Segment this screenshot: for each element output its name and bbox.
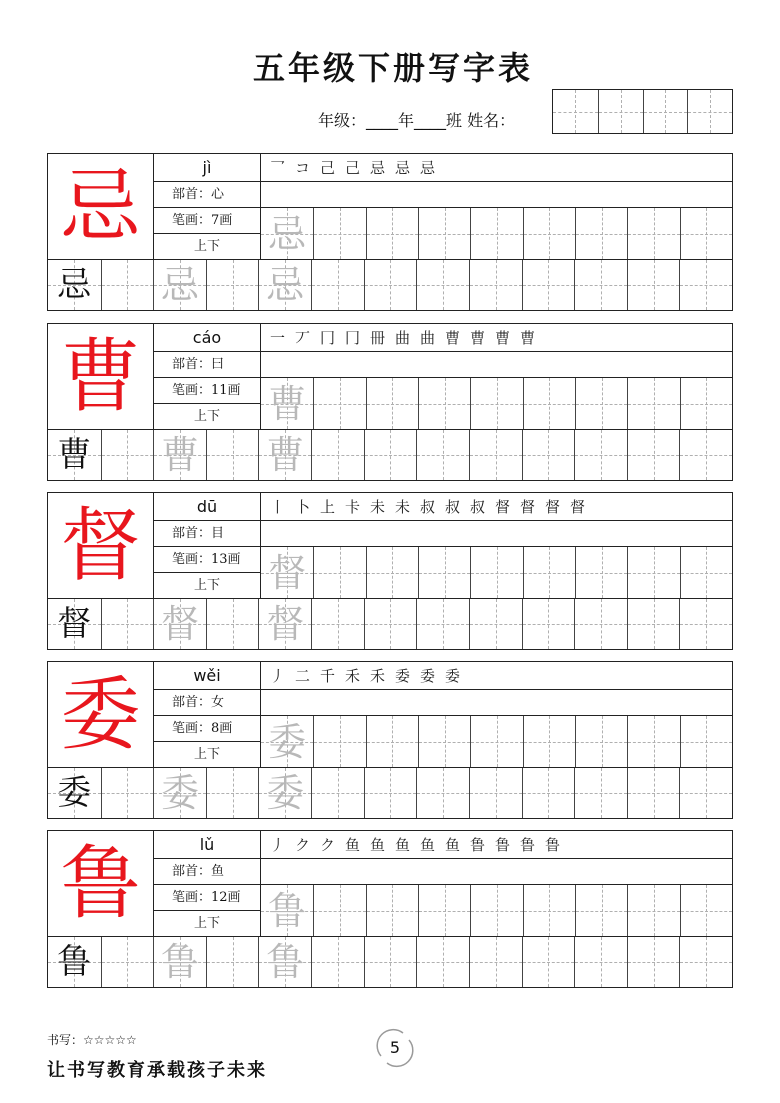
name-boxes — [552, 89, 733, 134]
trace-character: 委 — [161, 771, 200, 815]
practice-cell — [469, 599, 522, 649]
practice-cell — [575, 716, 627, 767]
stroke-step: 卡 — [344, 497, 360, 516]
practice-cell — [627, 599, 680, 649]
practice-cell — [364, 768, 417, 818]
stroke-step: ク — [294, 835, 310, 854]
practice-cell — [366, 547, 418, 598]
practice-cell — [206, 430, 259, 480]
character-block — [47, 830, 733, 988]
structure: 上下 — [193, 747, 220, 762]
practice-area — [261, 831, 732, 936]
slogan: 让书写教育承载孩子未来 — [47, 1060, 267, 1081]
class-name-line: 年级：____年____班 姓名： — [318, 111, 516, 130]
practice-row-bottom — [48, 936, 732, 987]
practice-cell — [311, 260, 364, 310]
radical-label: 部首： — [172, 187, 212, 202]
stroke-step: 督 — [569, 497, 585, 516]
practice-area — [261, 493, 732, 598]
stroke-step: 曲 — [394, 328, 410, 347]
practice-cell — [469, 430, 522, 480]
practice-row-top — [261, 208, 732, 259]
blank-row — [261, 182, 732, 208]
practice-cell — [470, 885, 522, 936]
practice-cell — [469, 768, 522, 818]
practice-cell — [679, 599, 732, 649]
practice-cell — [523, 716, 575, 767]
stroke-count-label: 笔画： — [172, 890, 212, 905]
structure: 上下 — [193, 409, 220, 424]
trace-character: 曹 — [161, 433, 200, 477]
practice-cell — [418, 716, 470, 767]
practice-cell — [418, 378, 470, 429]
trace-character: 委 — [266, 771, 305, 815]
practice-row-bottom — [48, 259, 732, 310]
stroke-count: 11画 — [211, 383, 241, 398]
practice-cell — [574, 430, 627, 480]
stroke-order — [261, 154, 732, 182]
practice-cell — [575, 547, 627, 598]
practice-cell — [470, 378, 522, 429]
practice-row-top — [261, 547, 732, 598]
practice-cell — [101, 768, 154, 818]
pinyin: jì — [154, 154, 260, 182]
stroke-step: 叔 — [444, 497, 460, 516]
practice-cell — [680, 885, 732, 936]
practice-cell — [48, 768, 101, 818]
practice-cell — [153, 260, 206, 310]
practice-cell — [261, 885, 313, 936]
stroke-step: 曹 — [444, 328, 460, 347]
character-block — [47, 323, 733, 481]
model-character: 鲁 — [57, 942, 92, 982]
practice-cell — [523, 208, 575, 259]
practice-cell — [679, 768, 732, 818]
name-box — [598, 90, 643, 133]
character-info — [154, 493, 261, 598]
practice-cell — [418, 547, 470, 598]
stroke-step: 鱼 — [444, 835, 460, 854]
practice-cell — [206, 937, 259, 987]
stroke-step: 督 — [519, 497, 535, 516]
practice-cell — [470, 716, 522, 767]
rating-stars: ☆☆☆☆☆ — [83, 1033, 137, 1047]
radical-row — [154, 182, 260, 208]
stroke-count-row — [154, 547, 260, 573]
character-info — [154, 154, 261, 259]
stroke-step: 己 — [344, 158, 360, 177]
practice-cell — [153, 937, 206, 987]
model-character: 委 — [57, 773, 92, 813]
stroke-count: 12画 — [211, 890, 241, 905]
name-box — [553, 90, 598, 133]
practice-area — [261, 662, 732, 767]
rating — [47, 1031, 137, 1049]
practice-cell — [48, 430, 101, 480]
practice-cell — [680, 716, 732, 767]
practice-cell — [313, 716, 365, 767]
stroke-count-row — [154, 885, 260, 911]
practice-cell — [261, 208, 313, 259]
practice-cell — [574, 260, 627, 310]
stroke-step: 鲁 — [469, 835, 485, 854]
stroke-step: 叔 — [419, 497, 435, 516]
stroke-step: 鱼 — [419, 835, 435, 854]
practice-cell — [523, 885, 575, 936]
trace-character: 曹 — [268, 381, 307, 426]
stroke-step: 督 — [494, 497, 510, 516]
blank-row — [261, 690, 732, 716]
practice-cell — [101, 430, 154, 480]
stroke-order — [261, 324, 732, 352]
blank-row — [261, 352, 732, 378]
pinyin: wěi — [154, 662, 260, 690]
stroke-step: 上 — [319, 497, 335, 516]
practice-cell — [680, 208, 732, 259]
trace-character: 鲁 — [268, 888, 307, 933]
stroke-step: 二 — [294, 666, 310, 685]
trace-character: 曹 — [266, 433, 305, 477]
stroke-step: 鲁 — [544, 835, 560, 854]
name-box — [687, 90, 732, 133]
practice-cell — [366, 208, 418, 259]
practice-cell — [523, 547, 575, 598]
stroke-order — [261, 662, 732, 690]
blank-row — [261, 859, 732, 885]
practice-cell — [101, 260, 154, 310]
stroke-order — [261, 831, 732, 859]
model-character: 曹 — [57, 435, 92, 475]
stroke-step: 委 — [394, 666, 410, 685]
radical: 曰 — [211, 357, 225, 372]
stroke-step: 千 — [319, 666, 335, 685]
practice-cell — [575, 378, 627, 429]
trace-character: 忌 — [268, 211, 307, 256]
practice-row-top — [261, 885, 732, 936]
practice-cell — [261, 378, 313, 429]
practice-cell — [680, 547, 732, 598]
stroke-step: 一 — [269, 328, 285, 347]
practice-cell — [575, 208, 627, 259]
trace-character: 委 — [268, 719, 307, 764]
big-character: 曹 — [48, 324, 154, 429]
stroke-step: 未 — [369, 497, 385, 516]
trace-character: 督 — [266, 602, 305, 646]
structure: 上下 — [193, 239, 220, 254]
practice-row-bottom — [48, 598, 732, 649]
trace-character: 督 — [268, 550, 307, 595]
practice-cell — [627, 260, 680, 310]
radical: 鱼 — [211, 864, 225, 879]
stroke-count-label: 笔画： — [172, 552, 212, 567]
stroke-count-label: 笔画： — [172, 213, 212, 228]
stroke-count-row — [154, 378, 260, 404]
practice-cell — [416, 430, 469, 480]
radical-row — [154, 690, 260, 716]
practice-cell — [679, 260, 732, 310]
practice-cell — [313, 885, 365, 936]
practice-cell — [258, 768, 311, 818]
practice-cell — [418, 208, 470, 259]
stroke-step: 鱼 — [369, 835, 385, 854]
character-info — [154, 831, 261, 936]
character-block — [47, 492, 733, 650]
practice-row-bottom — [48, 429, 732, 480]
stroke-count-row — [154, 208, 260, 234]
practice-cell — [470, 208, 522, 259]
practice-cell — [311, 599, 364, 649]
practice-cell — [153, 599, 206, 649]
trace-character: 忌 — [266, 263, 305, 307]
stroke-step: 冂 — [319, 328, 335, 347]
stroke-step: 委 — [444, 666, 460, 685]
stroke-step: 鲁 — [494, 835, 510, 854]
character-block — [47, 153, 733, 311]
practice-area — [261, 324, 732, 429]
stroke-step: 己 — [319, 158, 335, 177]
practice-cell — [313, 208, 365, 259]
stroke-step: 丿 — [269, 835, 285, 854]
practice-cell — [575, 885, 627, 936]
radical: 女 — [211, 695, 225, 710]
stroke-step: 冊 — [369, 328, 385, 347]
stroke-step: コ — [294, 158, 310, 177]
practice-cell — [153, 430, 206, 480]
radical-label: 部首： — [172, 357, 212, 372]
radical-row — [154, 352, 260, 378]
practice-cell — [469, 937, 522, 987]
stroke-count-label: 笔画： — [172, 721, 212, 736]
stroke-step: 乛 — [269, 158, 285, 177]
stroke-order — [261, 493, 732, 521]
practice-cell — [364, 599, 417, 649]
practice-cell — [627, 937, 680, 987]
stroke-step: 冂 — [344, 328, 360, 347]
stroke-step: 忌 — [394, 158, 410, 177]
stroke-step: 委 — [419, 666, 435, 685]
practice-cell — [313, 547, 365, 598]
stroke-step: 曹 — [469, 328, 485, 347]
stroke-step: 忌 — [419, 158, 435, 177]
practice-cell — [48, 260, 101, 310]
stroke-step: 卜 — [294, 497, 310, 516]
practice-cell — [101, 937, 154, 987]
character-block — [47, 661, 733, 819]
practice-cell — [366, 378, 418, 429]
model-character: 忌 — [57, 265, 92, 305]
practice-cell — [416, 599, 469, 649]
practice-cell — [416, 937, 469, 987]
structure: 上下 — [193, 916, 220, 931]
practice-cell — [258, 599, 311, 649]
practice-cell — [366, 716, 418, 767]
trace-character: 鲁 — [266, 940, 305, 984]
radical-row — [154, 859, 260, 885]
practice-cell — [627, 430, 680, 480]
practice-cell — [574, 937, 627, 987]
practice-cell — [364, 260, 417, 310]
stroke-step: 丿 — [269, 666, 285, 685]
structure: 上下 — [193, 578, 220, 593]
stroke-step: 曹 — [494, 328, 510, 347]
page-title: 五年级下册写字表 — [252, 49, 533, 87]
character-info — [154, 662, 261, 767]
stroke-step: 忌 — [369, 158, 385, 177]
practice-cell — [258, 430, 311, 480]
practice-cell — [627, 716, 679, 767]
practice-cell — [522, 937, 575, 987]
practice-cell — [311, 937, 364, 987]
stroke-step: 丆 — [294, 328, 310, 347]
trace-character: 督 — [161, 602, 200, 646]
radical: 心 — [211, 187, 225, 202]
radical-label: 部首： — [172, 526, 212, 541]
model-character: 督 — [57, 604, 92, 644]
practice-cell — [416, 260, 469, 310]
practice-cell — [311, 768, 364, 818]
practice-cell — [313, 378, 365, 429]
page-number: 5 — [389, 1038, 401, 1057]
practice-cell — [258, 260, 311, 310]
radical: 目 — [211, 526, 225, 541]
practice-cell — [522, 599, 575, 649]
stroke-step: 丨 — [269, 497, 285, 516]
pinyin: cáo — [154, 324, 260, 352]
name-box — [643, 90, 688, 133]
big-character: 委 — [48, 662, 154, 767]
trace-character: 忌 — [161, 263, 200, 307]
practice-cell — [574, 599, 627, 649]
practice-cell — [522, 768, 575, 818]
stroke-count: 13画 — [211, 552, 241, 567]
radical-label: 部首： — [172, 695, 212, 710]
practice-cell — [470, 547, 522, 598]
stroke-step: 鱼 — [344, 835, 360, 854]
practice-cell — [469, 260, 522, 310]
stroke-step: 督 — [544, 497, 560, 516]
practice-cell — [680, 378, 732, 429]
radical-row — [154, 521, 260, 547]
big-character: 督 — [48, 493, 154, 598]
practice-cell — [679, 430, 732, 480]
big-character: 忌 — [48, 154, 154, 259]
practice-cell — [679, 937, 732, 987]
practice-cell — [418, 885, 470, 936]
blank-row — [261, 521, 732, 547]
practice-cell — [627, 547, 679, 598]
pinyin: lǔ — [154, 831, 260, 859]
stroke-step: 曹 — [519, 328, 535, 347]
practice-cell — [627, 768, 680, 818]
rating-label: 书写： — [47, 1033, 84, 1047]
practice-cell — [364, 937, 417, 987]
practice-cell — [48, 599, 101, 649]
stroke-count-row — [154, 716, 260, 742]
stroke-step: 禾 — [344, 666, 360, 685]
practice-cell — [627, 378, 679, 429]
radical-label: 部首： — [172, 864, 212, 879]
practice-cell — [522, 260, 575, 310]
practice-row-bottom — [48, 767, 732, 818]
practice-cell — [261, 716, 313, 767]
stroke-count-label: 笔画： — [172, 383, 212, 398]
practice-cell — [206, 260, 259, 310]
stroke-step: 曲 — [419, 328, 435, 347]
character-info — [154, 324, 261, 429]
practice-cell — [153, 768, 206, 818]
trace-character: 鲁 — [161, 940, 200, 984]
practice-cell — [627, 885, 679, 936]
practice-cell — [311, 430, 364, 480]
practice-cell — [416, 768, 469, 818]
stroke-step: 未 — [394, 497, 410, 516]
practice-cell — [258, 937, 311, 987]
big-character: 鲁 — [48, 831, 154, 936]
practice-cell — [522, 430, 575, 480]
practice-cell — [574, 768, 627, 818]
practice-cell — [48, 937, 101, 987]
practice-cell — [206, 599, 259, 649]
practice-cell — [261, 547, 313, 598]
practice-cell — [364, 430, 417, 480]
practice-area — [261, 154, 732, 259]
stroke-count: 8画 — [211, 721, 233, 736]
stroke-step: ク — [319, 835, 335, 854]
stroke-step: 鱼 — [394, 835, 410, 854]
practice-cell — [366, 885, 418, 936]
stroke-step: 鲁 — [519, 835, 535, 854]
stroke-step: 禾 — [369, 666, 385, 685]
stroke-count: 7画 — [211, 213, 233, 228]
practice-row-top — [261, 378, 732, 429]
practice-cell — [523, 378, 575, 429]
pinyin: dū — [154, 493, 260, 521]
practice-cell — [627, 208, 679, 259]
stroke-step: 叔 — [469, 497, 485, 516]
practice-cell — [206, 768, 259, 818]
practice-row-top — [261, 716, 732, 767]
practice-cell — [101, 599, 154, 649]
